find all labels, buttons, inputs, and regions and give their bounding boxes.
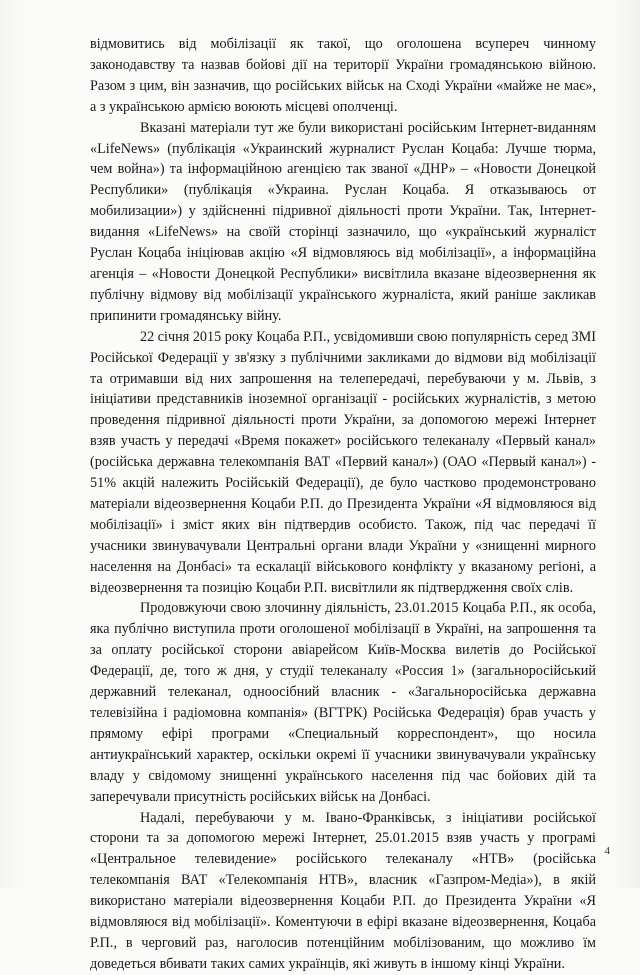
paragraph-4: Продовжуючи свою злочинну діяльність, 23.01.2015 Коцаба Р.П., як особа, яка публічно виступила проти оголошеної мобілізації в Україні, на запрошення та за оплату російської сторони авіарейсом Київ-Москва вилетів до Російської Федерації, де, того ж дня, у студії телеканалу «Россия 1» (загальноросійський державний телеканал, одноосібний власник - «Загальноросійська державна телевізійна і радіомовна компанія» (ВГТРК) Російська Федерація) брав участь у прямому ефірі програми «Специальный корреспондент», що носила антиукраїнський характер, оскільки окремі її учасники звинувачували українську владу у свідомому знищенні українського населення під час бойових дій та заперечували присутність російських військ на Донбасі.: [90, 600, 596, 805]
page-number: 4: [604, 845, 610, 857]
paragraph-2: Вказані матеріали тут же були використані російським Інтернет-виданням «LifeNews» (публікація «Украинский журналист Руслан Коцаба: Лучше тюрма, чем война») та інформаційною агенцією так званої «ДНР» – «Новости Донецкой Республики» (публікація «Украина. Руслан Коцаба. Я отказываюсь от мобилизации») у здійсненні підривної діяльності проти України. Так, Інтернет-видання «LifeNews» на своїй сторінці зазначило, що «український журналіст Руслан Коцаба ініціював акцію «Я відмовляюсь від мобілізації», а інформаційна агенція – «Новости Донецкой Республики» висвітлила вказане відеозвернення як публічну відмову від мобілізації українського журналіста, який раніше закликав припинити громадянську війну.: [90, 119, 596, 324]
paragraph-5: Надалі, перебуваючи у м. Івано-Франківськ, з ініціативи російської сторони та за допомогою мережі Інтернет, 25.01.2015 взяв участь у програмі «Центральное телевидение» російського телеканалу «НТВ» (російська телекомпанія ВАТ «Телекомпанія НТВ», власник «Газпром-Медіа»), в якій використано матеріали відеозвернення Коцаби Р.П. до Президента України «Я відмовляюся від мобілізації». Коментуючи в ефірі вказане відеозвернення, Коцаба Р.П., в черговий раз, наголосив потенційним мобілізованим, що можливо їм доведеться вбивати таких самих українців, які живуть в іншому кінці України.: [90, 809, 596, 972]
paragraph-3: 22 січня 2015 року Коцаба Р.П., усвідомивши свою популярність серед ЗМІ Російської Федерації у зв'язку з публічними закликами до відмови від мобілізації та отримавши від них запрошення на телепередачі, перебуваючи у м. Львів, з ініціативи представників іноземної організації - російських журналістів, з метою проведення підривної діяльності проти України, за допомогою мережі Інтернет взяв участь у передачі «Время покажет» російського телеканалу «Первый канал» (російська державна телекомпанія ВАТ «Первий канал») (ОАО «Первый канал») - 51% акцій належить Російській Федерації), де було частково продемонстровано матеріали відеозвернення Коцаби Р.П. до Президента України «Я відмовляюся від мобілізації» і зміст яких він підтвердив особисто. Також, під час передачі її учасники звинувачували Центральні органи влади України у «знищенні мирного населення на Донбасі» та ескалації військового конфлікту у вказаному регіоні, а відеозвернення та позицію Коцаби Р.П. висвітлили як підтвердження своїх слів.: [90, 328, 596, 596]
paragraph-1: відмовитись від мобілізації як такої, що оголошена всупереч чинному законодавству та назвав бойові дії на території України громадянською війною. Разом з цим, він зазначив, що російських військ на Сході України «майже не має», а з українською армією воюють місцеві ополченці.: [90, 36, 596, 115]
